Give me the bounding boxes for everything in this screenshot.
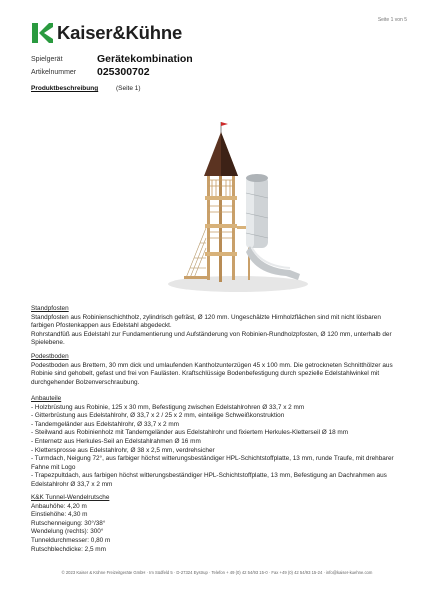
product-illustration [160, 118, 310, 296]
section-line: Podestboden aus Brettern, 30 mm dick und umlaufenden Kantholzunterzügen 45 x 100 mm. Die getrockneten Schnitthölzer aus [31, 361, 393, 369]
page-number: Seite 1 von 5 [377, 17, 407, 23]
section-line: Fahne mit Logo [31, 463, 76, 471]
section-line: Tunneldurchmesser: 0,80 m [31, 536, 111, 544]
kk-logo-icon [31, 22, 53, 44]
section-line: - Steilwand aus Robinienholz mit Tandemgeländer aus Edelstahlrohr und fixiertem Herkules-Kletterseil Ø 18 mm [31, 429, 349, 437]
section-heading: Anbauteile [31, 395, 62, 402]
section-line: - Klettersprosse aus Edelstahlrohr, Ø 38 x 2,5 mm, verdrehsicher [31, 446, 215, 454]
section-line: Spielebene. [31, 339, 65, 347]
spielgeraet-value: Gerätekombination [97, 53, 193, 65]
section-heading: Podestboden [31, 353, 69, 360]
section-line: durchgehender Bolzenverschraubung. [31, 378, 140, 386]
section-line: - Holzbrüstung aus Robinie, 125 x 30 mm, Befestigung zwischen Edelstahlrohren Ø 33,7 x 2 mm [31, 403, 305, 411]
section-line: Rutschenneigung: 30°/38° [31, 519, 106, 527]
brand-name: Kaiser&Kühne [57, 22, 183, 43]
section-line: Anbauhöhe: 4,20 m [31, 502, 87, 510]
section-line: - Enternetz aus Herkules-Seil an Edelstahlrahmen Ø 16 mm [31, 437, 201, 445]
section-line: Robinie sind gehobelt, gefast und frei von Faulästen. Kraftschlüssige Bodenbefestigung durch spezielle Edelstahlwinkel mit [31, 370, 380, 378]
section-line: - Turmdach, Neigung 72°, aus farbiger höchst witterungsbeständiger HPL-Schichtstoffplatte, 13 mm, runde Traufe, mit drehbarer [31, 455, 394, 463]
spielgeraet-label: Spielgerät [31, 56, 63, 63]
section-line: - Trapezpultdach, aus farbigen höchst witterungsbeständiger HPL-Schichtstoffplatte, 13 mm, Befestigung an Dachrahmen aus [31, 472, 387, 480]
section-line: Standpfosten aus Robinienschichtholz, zylindrisch gefräst, Ø 120 mm. Ungeschälzte Hirnholzflächen sind mit nicht lösbaren [31, 313, 381, 321]
page-footer: © 2023 Kaiser & Kühne Freizeitgeräte GmbH · Im Südfeld 5 · D-27324 Eystrup · Telefon + 49 (0) 42 54/93 15-0 · Fax +49 (0) 42 54/93 15-24 · info@kaiser-kuehne.com [61, 570, 373, 575]
section-line: farbigen Pfostenkappen aus Edelstahl abgedeckt. [31, 322, 172, 330]
section-heading: K&K Tunnel-Wendelrutsche [31, 494, 110, 501]
section-line: Rohrstandfüß aus Edelstahl zur Fundamentierung und Aufständerung von Robinien-Rundholzpfosten, Ø 120 mm, unterhalb der [31, 330, 392, 338]
section-line: - Tandemgeländer aus Edelstahlrohr, Ø 33,7 x 2 mm [31, 420, 180, 428]
section-line: Wendelung (rechts): 300° [31, 528, 104, 536]
section-line: Rutschblechdicke: 2,5 mm [31, 545, 106, 553]
description-page: (Seite 1) [116, 85, 141, 92]
section-heading: Standpfosten [31, 305, 69, 312]
section-standpfosten [31, 305, 403, 348]
section-tunnel-wendelrutsche [31, 494, 403, 554]
description-title: Produktbeschreibung [31, 85, 99, 92]
section-line: - Gitterbrüstung aus Edelstahlrohr, Ø 33,7 x 2 / 25 x 2 mm, einteilige Schweißkonstruktion [31, 412, 285, 420]
brand-logo [31, 20, 191, 46]
section-anbauteile [31, 395, 403, 490]
artikel-value: 025300702 [97, 66, 150, 78]
section-line: Einstiehöhe: 4,30 m [31, 511, 88, 519]
artikel-label: Artikelnummer [31, 69, 77, 76]
section-podestboden [31, 353, 403, 387]
section-line: Edelstahlrohr Ø 33,7 x 2 mm [31, 480, 113, 488]
